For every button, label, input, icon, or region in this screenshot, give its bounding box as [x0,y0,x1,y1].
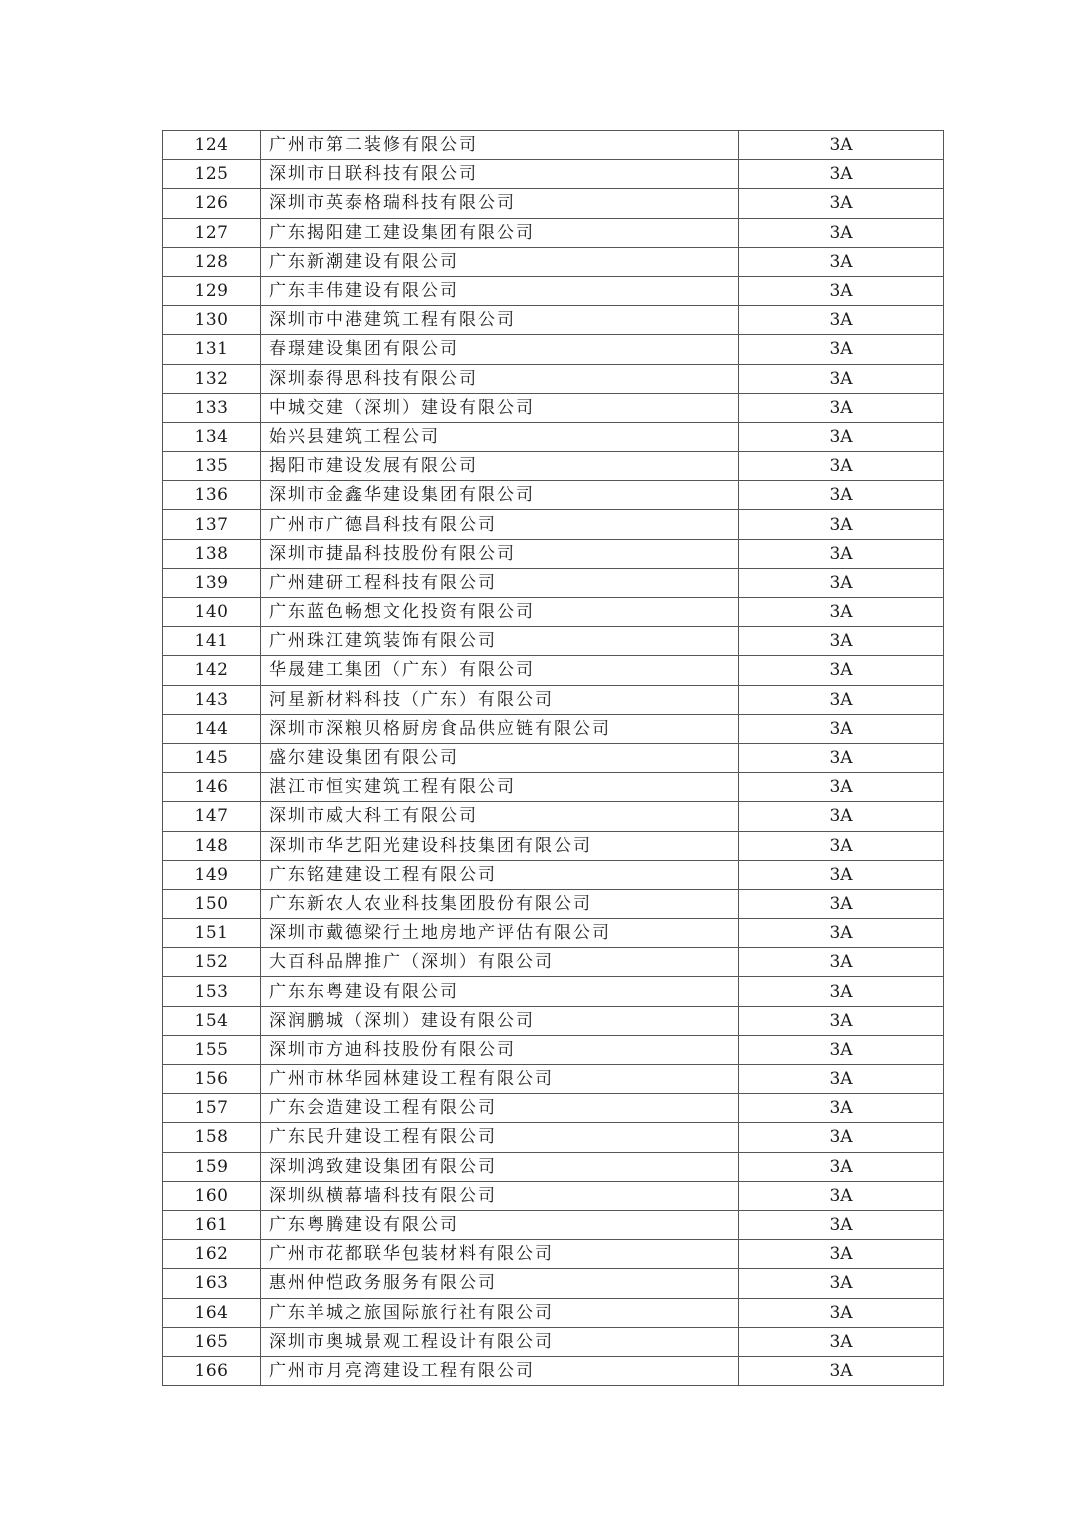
table-row [163,860,944,889]
row-number: 146 [163,773,261,802]
row-number: 157 [163,1094,261,1123]
company-name: 深圳市威大科工有限公司 [261,802,739,831]
company-name: 深圳市奥城景观工程设计有限公司 [261,1327,739,1356]
company-name: 河星新材料科技（广东）有限公司 [261,685,739,714]
row-number: 154 [163,1006,261,1035]
table-row [163,452,944,481]
row-number: 140 [163,598,261,627]
table-row [163,977,944,1006]
credit-grade: 3A [739,131,944,160]
row-number: 156 [163,1065,261,1094]
table-row [163,335,944,364]
company-name: 广东揭阳建工建设集团有限公司 [261,218,739,247]
company-name: 广东丰伟建设有限公司 [261,276,739,305]
company-name: 广东蓝色畅想文化投资有限公司 [261,598,739,627]
table-row [163,364,944,393]
credit-grade: 3A [739,247,944,276]
table-row [163,1006,944,1035]
company-name: 广州市林华园林建设工程有限公司 [261,1065,739,1094]
table-row [163,948,944,977]
credit-grade: 3A [739,568,944,597]
company-name: 广州市第二装修有限公司 [261,131,739,160]
row-number: 130 [163,306,261,335]
credit-grade: 3A [739,1240,944,1269]
row-number: 143 [163,685,261,714]
credit-grade: 3A [739,1327,944,1356]
credit-grade: 3A [739,1065,944,1094]
table-row [163,743,944,772]
row-number: 139 [163,568,261,597]
company-credit-table [162,130,944,1386]
table-row [163,1298,944,1327]
company-name: 广东新潮建设有限公司 [261,247,739,276]
credit-grade: 3A [739,977,944,1006]
credit-grade: 3A [739,1006,944,1035]
table-row [163,1065,944,1094]
company-name: 揭阳市建设发展有限公司 [261,452,739,481]
credit-grade: 3A [739,160,944,189]
company-name: 广州珠江建筑装饰有限公司 [261,627,739,656]
credit-grade: 3A [739,1298,944,1327]
row-number: 144 [163,714,261,743]
company-name: 广东新农人农业科技集团股份有限公司 [261,889,739,918]
table-row [163,831,944,860]
row-number: 161 [163,1210,261,1239]
row-number: 142 [163,656,261,685]
credit-grade: 3A [739,831,944,860]
row-number: 134 [163,422,261,451]
row-number: 150 [163,889,261,918]
row-number: 128 [163,247,261,276]
table-row [163,773,944,802]
company-name: 华晟建工集团（广东）有限公司 [261,656,739,685]
company-name: 深圳市华艺阳光建设科技集团有限公司 [261,831,739,860]
company-name: 广东羊城之旅国际旅行社有限公司 [261,1298,739,1327]
company-name: 广东粤腾建设有限公司 [261,1210,739,1239]
table-row [163,1356,944,1385]
row-number: 136 [163,481,261,510]
credit-grade: 3A [739,919,944,948]
table-row [163,598,944,627]
credit-grade: 3A [739,510,944,539]
credit-grade: 3A [739,1181,944,1210]
company-name: 中城交建（深圳）建设有限公司 [261,393,739,422]
credit-grade: 3A [739,218,944,247]
table-row [163,1240,944,1269]
company-name: 深圳市深粮贝格厨房食品供应链有限公司 [261,714,739,743]
table-row [163,1327,944,1356]
table-body [163,131,944,1386]
row-number: 166 [163,1356,261,1385]
credit-grade: 3A [739,1210,944,1239]
row-number: 160 [163,1181,261,1210]
credit-grade: 3A [739,743,944,772]
table-row [163,802,944,831]
table-row [163,1210,944,1239]
row-number: 124 [163,131,261,160]
credit-grade: 3A [739,598,944,627]
row-number: 137 [163,510,261,539]
row-number: 163 [163,1269,261,1298]
row-number: 148 [163,831,261,860]
row-number: 162 [163,1240,261,1269]
credit-grade: 3A [739,1269,944,1298]
company-name: 深圳市金鑫华建设集团有限公司 [261,481,739,510]
credit-grade: 3A [739,481,944,510]
company-name: 盛尔建设集团有限公司 [261,743,739,772]
company-name: 深圳市戴德梁行土地房地产评估有限公司 [261,919,739,948]
table-row [163,306,944,335]
credit-grade: 3A [739,422,944,451]
table-row [163,189,944,218]
table-row [163,276,944,305]
table-row [163,1094,944,1123]
company-name: 深圳市中港建筑工程有限公司 [261,306,739,335]
company-name: 广州市花都联华包装材料有限公司 [261,1240,739,1269]
company-name: 深圳泰得思科技有限公司 [261,364,739,393]
table-row [163,160,944,189]
table-row [163,889,944,918]
company-name: 深润鹏城（深圳）建设有限公司 [261,1006,739,1035]
credit-grade: 3A [739,452,944,481]
row-number: 133 [163,393,261,422]
company-name: 深圳纵横幕墙科技有限公司 [261,1181,739,1210]
row-number: 152 [163,948,261,977]
table-row [163,247,944,276]
row-number: 141 [163,627,261,656]
credit-grade: 3A [739,656,944,685]
credit-grade: 3A [739,189,944,218]
table-row [163,510,944,539]
row-number: 155 [163,1035,261,1064]
table-row [163,685,944,714]
company-name: 深圳市方迪科技股份有限公司 [261,1035,739,1064]
row-number: 164 [163,1298,261,1327]
credit-grade: 3A [739,1356,944,1385]
table-row [163,1181,944,1210]
credit-grade: 3A [739,1123,944,1152]
credit-grade: 3A [739,276,944,305]
row-number: 126 [163,189,261,218]
credit-grade: 3A [739,773,944,802]
row-number: 165 [163,1327,261,1356]
company-name: 广州市广德昌科技有限公司 [261,510,739,539]
table-row [163,218,944,247]
company-name: 广东东粤建设有限公司 [261,977,739,1006]
credit-grade: 3A [739,714,944,743]
row-number: 138 [163,539,261,568]
row-number: 153 [163,977,261,1006]
row-number: 135 [163,452,261,481]
company-name: 广东会造建设工程有限公司 [261,1094,739,1123]
company-name: 湛江市恒实建筑工程有限公司 [261,773,739,802]
company-name: 深圳鸿致建设集团有限公司 [261,1152,739,1181]
row-number: 131 [163,335,261,364]
credit-grade: 3A [739,685,944,714]
company-name: 大百科品牌推广（深圳）有限公司 [261,948,739,977]
row-number: 147 [163,802,261,831]
row-number: 127 [163,218,261,247]
company-name: 广东铭建建设工程有限公司 [261,860,739,889]
table-row [163,1035,944,1064]
credit-grade: 3A [739,539,944,568]
credit-grade: 3A [739,1035,944,1064]
table-row [163,481,944,510]
company-name: 始兴县建筑工程公司 [261,422,739,451]
credit-grade: 3A [739,889,944,918]
credit-grade: 3A [739,364,944,393]
row-number: 159 [163,1152,261,1181]
table-row [163,1269,944,1298]
table-row [163,714,944,743]
table-row [163,656,944,685]
table-row [163,919,944,948]
company-name: 春璟建设集团有限公司 [261,335,739,364]
company-name: 广州建研工程科技有限公司 [261,568,739,597]
credit-grade: 3A [739,627,944,656]
table-row [163,539,944,568]
table-row [163,131,944,160]
company-name: 深圳市英泰格瑞科技有限公司 [261,189,739,218]
table-row [163,393,944,422]
credit-grade: 3A [739,1152,944,1181]
table-row [163,568,944,597]
row-number: 132 [163,364,261,393]
table-row [163,627,944,656]
table-row [163,1123,944,1152]
row-number: 149 [163,860,261,889]
company-name: 深圳市捷晶科技股份有限公司 [261,539,739,568]
credit-grade: 3A [739,1094,944,1123]
table-row [163,422,944,451]
credit-grade: 3A [739,860,944,889]
row-number: 158 [163,1123,261,1152]
credit-grade: 3A [739,335,944,364]
company-name: 惠州仲恺政务服务有限公司 [261,1269,739,1298]
table-row [163,1152,944,1181]
company-name: 广东民升建设工程有限公司 [261,1123,739,1152]
company-name: 深圳市日联科技有限公司 [261,160,739,189]
row-number: 145 [163,743,261,772]
row-number: 151 [163,919,261,948]
company-name: 广州市月亮湾建设工程有限公司 [261,1356,739,1385]
row-number: 129 [163,276,261,305]
credit-grade: 3A [739,802,944,831]
credit-grade: 3A [739,393,944,422]
row-number: 125 [163,160,261,189]
credit-grade: 3A [739,306,944,335]
credit-grade: 3A [739,948,944,977]
